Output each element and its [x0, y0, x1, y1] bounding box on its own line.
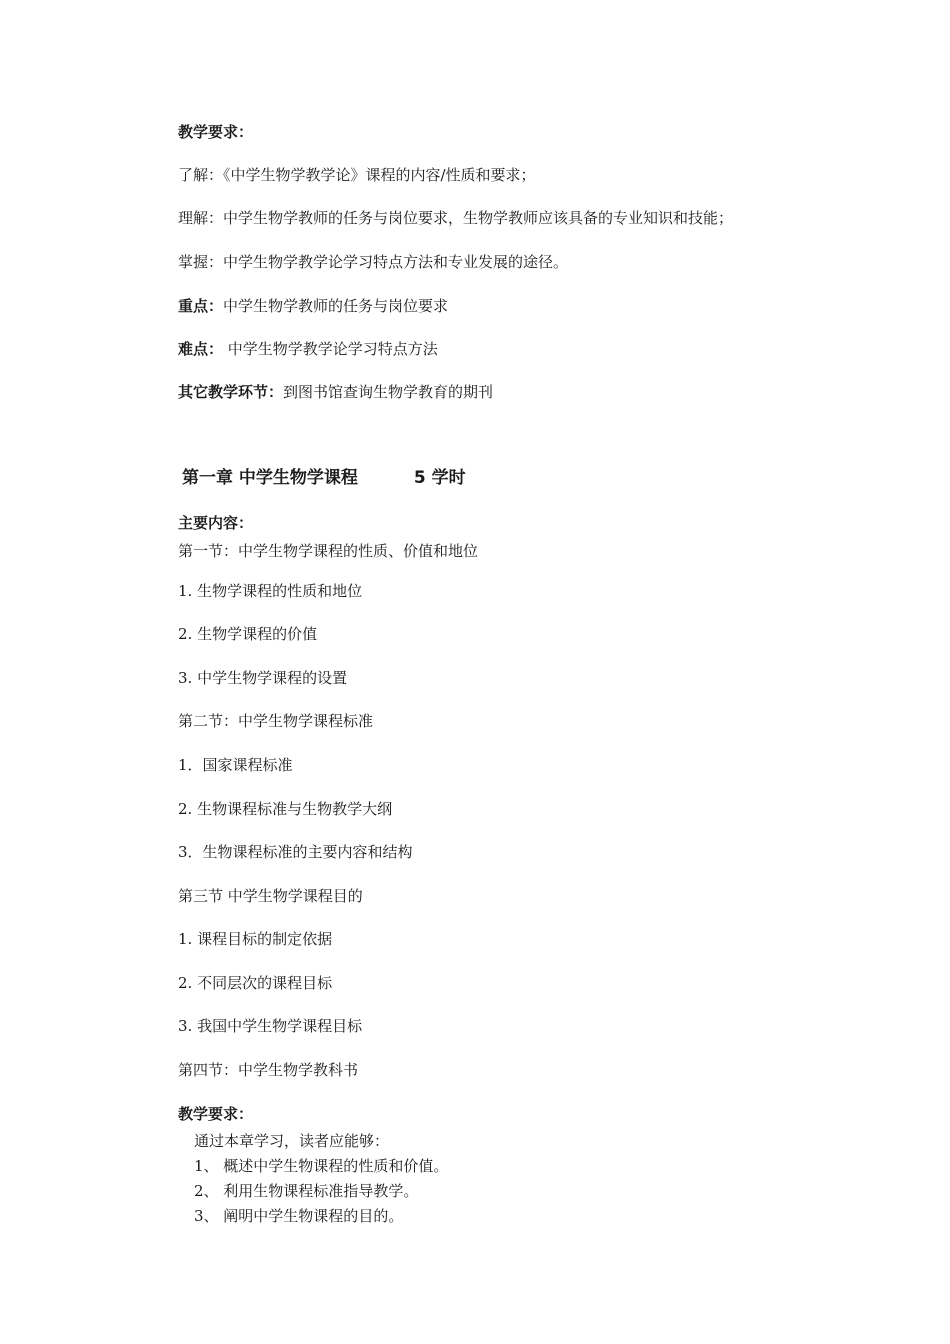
- key-point: [178, 296, 448, 316]
- list-item: 1、 概述中学生物课程的性质和价值。: [194, 1157, 449, 1175]
- list-item: 1. 课程目标的制定依据: [178, 930, 333, 948]
- list-item: 1．国家课程标准: [178, 756, 293, 774]
- requirement-understand: 了解：《中学生物学教学论》课程的内容/性质和要求；: [178, 166, 536, 184]
- difficult-point-text: 中学生物学教学论学习特点方法: [223, 340, 438, 358]
- teaching-requirements-heading: 教学要求：: [178, 123, 254, 141]
- list-item: 1. 生物学课程的性质和地位: [178, 582, 363, 600]
- list-item: 2. 不同层次的课程目标: [178, 974, 333, 992]
- list-item: 2、 利用生物课程标准指导教学。: [194, 1182, 419, 1200]
- difficult-point: [178, 339, 438, 359]
- section-1: 第一节：中学生物学课程的性质、价值和地位: [178, 542, 479, 560]
- list-item: 2. 生物学课程的价值: [178, 625, 318, 643]
- chapter-heading: [182, 468, 466, 488]
- section-2: 第二节：中学生物学课程标准: [178, 712, 374, 730]
- key-point-text: 中学生物学教师的任务与岗位要求: [223, 297, 449, 315]
- list-item: 3. 中学生物学课程的设置: [178, 669, 348, 687]
- list-item: 3、 阐明中学生物课程的目的。: [194, 1207, 404, 1225]
- main-content-heading: 主要内容：: [178, 514, 254, 532]
- chapter-title: 第一章 中学生物学课程: [182, 468, 358, 488]
- section-3: 第三节 中学生物学课程目的: [178, 887, 363, 905]
- teaching-requirements-heading-2: 教学要求：: [178, 1105, 254, 1123]
- requirements-intro: 通过本章学习，读者应能够：: [194, 1132, 390, 1150]
- difficult-point-label: 难点：: [178, 340, 224, 358]
- section-4: 第四节：中学生物学教科书: [178, 1061, 359, 1079]
- other-teaching-label: 其它教学环节：: [178, 383, 284, 401]
- list-item: 3. 我国中学生物学课程目标: [178, 1017, 363, 1035]
- requirement-master: 掌握：中学生物学教学论学习特点方法和专业发展的途径。: [178, 253, 569, 271]
- list-item: 3．生物课程标准的主要内容和结构: [178, 843, 413, 861]
- requirement-comprehend: 理解：中学生物学教师的任务与岗位要求，生物学教师应该具备的专业知识和技能；: [178, 209, 734, 227]
- list-item: 2. 生物课程标准与生物教学大纲: [178, 800, 393, 818]
- other-teaching-text: 到图书馆查询生物学教育的期刊: [283, 383, 494, 401]
- key-point-label: 重点：: [178, 297, 224, 315]
- other-teaching: [178, 382, 493, 402]
- chapter-hours: 5 学时: [413, 468, 466, 488]
